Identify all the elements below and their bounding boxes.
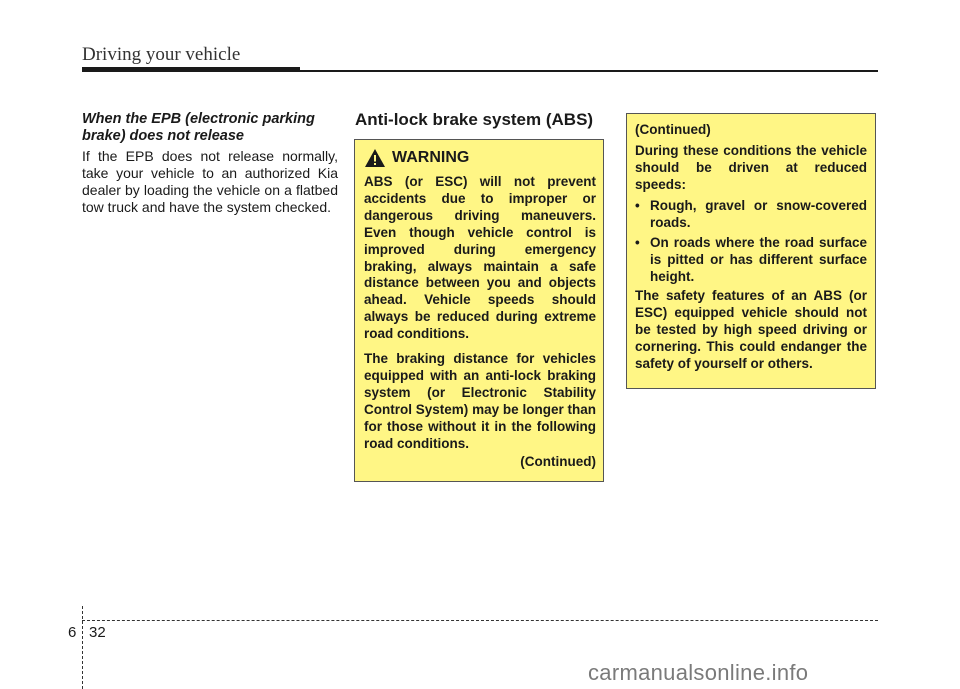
abs-section-heading: Anti-lock brake system (ABS): [355, 110, 594, 129]
section-title: Driving your vehicle: [82, 44, 241, 65]
safety-closing-text: The safety features of an ABS (or ESC) equipped vehicle should not be tested by high speed driving or cornering. This could endanger the safety of yourself or others.: [635, 287, 867, 372]
header-rule-thick: [82, 67, 300, 72]
warning-paragraph-2: The braking distance for vehicles equipped with an anti-lock braking system (or Electronic Stability Control System) may be longer than for those without it in the following road conditions.: [364, 351, 596, 451]
chapter-number: 6: [68, 624, 77, 641]
warning-paragraph-1: ABS (or ESC) will not prevent accidents due to improper or dangerous driving maneuvers. Even though vehicle control is improved during emergency braking, always maintain a safe distance between you and objects ahead. Vehicle speeds should always be reduced during extreme road conditions.: [364, 174, 596, 342]
list-item: • On roads where the road surface is pitted or has different surface height.: [635, 234, 867, 284]
conditions-list: [635, 197, 867, 284]
warning-triangle-icon: [364, 148, 386, 168]
footer-divider: [82, 620, 878, 621]
continued-warning-box: [626, 113, 876, 389]
conditions-intro: During these conditions the vehicle should be driven at reduced speeds:: [635, 143, 867, 193]
epb-subheading: When the EPB (electronic parking brake) does not release: [82, 111, 315, 144]
watermark: carmanualsonline.info: [588, 660, 809, 685]
header-rule-thin: [300, 70, 878, 72]
warning-box: [354, 139, 604, 482]
warning-header: [364, 148, 596, 168]
epb-body-text: If the EPB does not release normally, take your vehicle to an authorized Kia dealer by loading the vehicle on a flatbed tow truck and have the system checked.: [82, 148, 338, 215]
footer-vertical-divider: [82, 606, 83, 689]
continued-label: (Continued): [635, 122, 711, 137]
list-item: • Rough, gravel or snow-covered roads.: [635, 198, 867, 231]
warning-continued-label: (Continued): [520, 453, 596, 469]
warning-label: WARNING: [392, 149, 470, 166]
page-number: 32: [89, 624, 106, 641]
